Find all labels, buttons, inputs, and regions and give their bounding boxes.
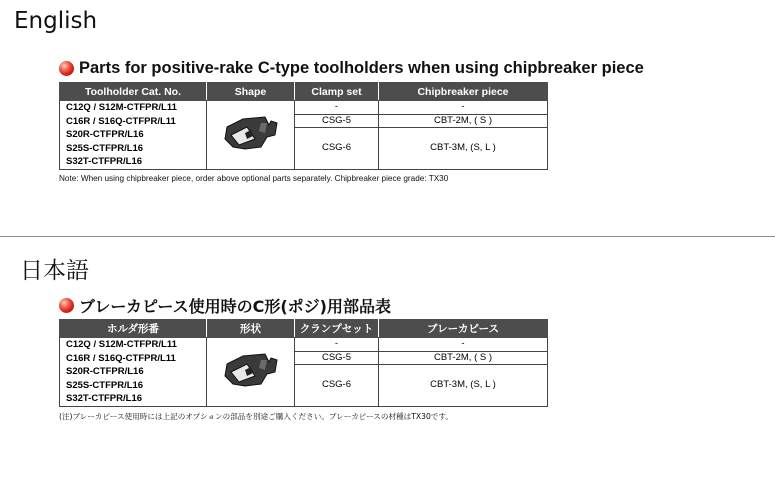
header-shape: 形状 <box>207 320 295 338</box>
chipbreaker-piece-cell: CBT-2M, ( S ) <box>379 351 548 365</box>
shape-cell <box>207 101 295 170</box>
toolholder-cat-no-cell <box>60 338 207 407</box>
toolholder-clamp-shape-icon <box>221 350 281 390</box>
cat-no: S25S-CTFPR/L16 <box>66 379 144 391</box>
shape-cell <box>207 338 295 407</box>
header-toolholder-cat-no: ホルダ形番 <box>60 320 207 338</box>
clamp-set-cell: - <box>295 338 379 352</box>
section-divider <box>0 236 775 237</box>
parts-table <box>59 319 548 407</box>
chipbreaker-piece-cell: CBT-3M, (S, L ) <box>379 128 548 170</box>
cat-no: S20R-CTFPR/L16 <box>66 366 144 377</box>
cat-no: C12Q / S12M-CTFPR/L11 <box>66 102 177 113</box>
table-header-row <box>60 83 548 101</box>
cat-no: S32T-CTFPR/L16 <box>66 393 143 404</box>
header-shape: Shape <box>207 83 295 101</box>
toolholder-clamp-shape-icon <box>221 113 281 153</box>
cat-no: C12Q / S12M-CTFPR/L11 <box>66 339 177 350</box>
heading-text: ブレーカピース使用時のC形(ポジ)用部品表 <box>79 296 391 316</box>
cat-no: S25S-CTFPR/L16 <box>66 142 144 154</box>
red-bullet-icon <box>59 298 74 313</box>
cat-no: C16R / S16Q-CTFPR/L11 <box>66 352 176 364</box>
clamp-set-cell: CSG-5 <box>295 114 379 128</box>
chipbreaker-piece-cell: CBT-2M, ( S ) <box>379 114 548 128</box>
table-row <box>60 338 548 352</box>
clamp-set-cell: - <box>295 101 379 115</box>
chipbreaker-piece-cell: - <box>379 101 548 115</box>
language-label-japanese: 日本語 <box>20 258 89 284</box>
heading-text: Parts for positive-rake C-type toolholders when using chipbreaker piece <box>79 58 644 77</box>
toolholder-cat-no-cell <box>60 101 207 170</box>
japanese-section <box>59 293 759 422</box>
table-row <box>60 101 548 115</box>
parts-table <box>59 82 548 170</box>
header-chipbreaker-piece: ブレーカピース <box>379 320 548 338</box>
table-header-row <box>60 320 548 338</box>
red-bullet-icon <box>59 61 74 76</box>
cat-no: S32T-CTFPR/L16 <box>66 156 143 167</box>
cat-no: C16R / S16Q-CTFPR/L11 <box>66 115 176 127</box>
language-label-english: English <box>14 8 98 34</box>
section-heading <box>59 293 759 317</box>
clamp-set-cell: CSG-5 <box>295 351 379 365</box>
english-section <box>59 56 759 183</box>
table-note: (注)ブレーカピース使用時には上記のオプションの部品を別途ご購入ください。ブレーカピースの材種はTX30です。 <box>59 411 453 421</box>
chipbreaker-piece-cell: - <box>379 338 548 352</box>
section-heading <box>59 56 759 80</box>
header-toolholder-cat-no: Toolholder Cat. No. <box>60 83 207 101</box>
clamp-set-cell: CSG-6 <box>295 128 379 170</box>
table-note: Note: When using chipbreaker piece, order above optional parts separately. Chipbreaker piece grade: TX30 <box>59 173 449 183</box>
header-chipbreaker-piece: Chipbreaker piece <box>379 83 548 101</box>
cat-no: S20R-CTFPR/L16 <box>66 129 144 140</box>
clamp-set-cell: CSG-6 <box>295 365 379 407</box>
header-clamp-set: クランプセット <box>295 320 379 338</box>
chipbreaker-piece-cell: CBT-3M, (S, L ) <box>379 365 548 407</box>
header-clamp-set: Clamp set <box>295 83 379 101</box>
